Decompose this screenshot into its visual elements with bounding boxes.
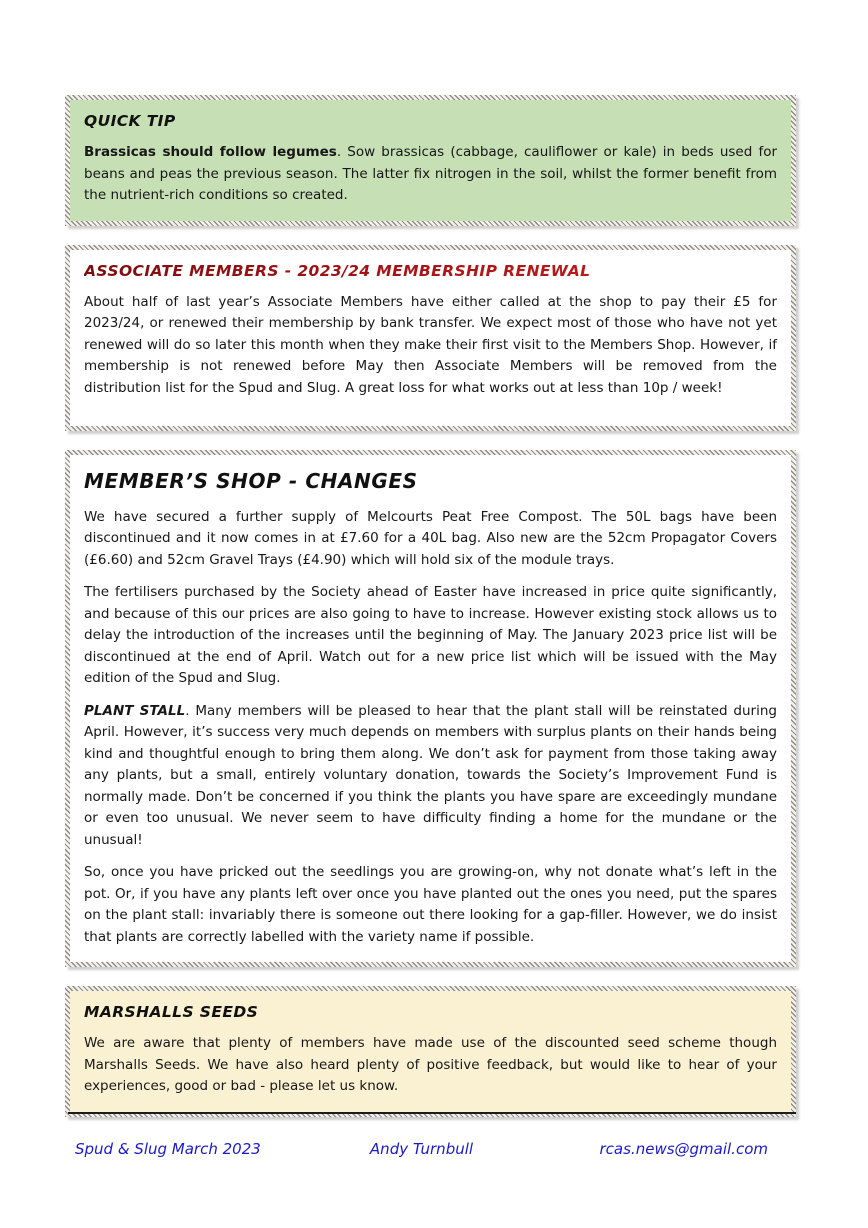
associate-members-paragraph: About half of last year’s Associate Members have either called at the shop to pay their £5 for 2023/24, or renewed their membership by bank transfer. We expect most of those who have not yet renewed will do so later this month when they make their first visit to the Members Shop. However, if membership is not renewed before May then Associate Members will be removed from the distribution list for the Spud and Slug. A great loss for what works out at less than 10p / week!	[84, 293, 777, 396]
plant-stall-body: . Many members will be pleased to hear that the plant stall will be reinstated during April. However, it’s success very much depends on members with surplus plants on their hands being kind and thoughtful enough to bring them along. We don’t ask for payment from those taking away any plants, but a small, entirely voluntary donation, towards the Society’s Improvement Fund is normally made. Don’t be concerned if you think the plants you have spare are exceedingly mundane or even too unusual. We never seem to have difficulty finding a home for the mundane or the unusual!	[84, 702, 777, 848]
content-column	[65, 95, 796, 1117]
members-shop-paragraph-3	[84, 701, 777, 852]
associate-members-heading: ASSOCIATE MEMBERS - 2023/24 MEMBERSHIP RENEWAL	[84, 262, 777, 280]
footer-author: Andy Turnbull	[369, 1140, 474, 1158]
quick-tip-box	[65, 95, 796, 226]
members-shop-paragraph-4: So, once you have pricked out the seedlings you are growing-on, why not donate what’s left in the pot. Or, if you have any plants left over once you have planted out the ones you need, put the spares on the plant stall: invariably there is someone out there looking for a gap-filler. However, we do insist that plants are correctly labelled with the variety name if possible.	[84, 864, 777, 945]
plant-stall-lead: PLANT STALL	[84, 702, 186, 719]
footer-issue: Spud & Slug March 2023	[75, 1140, 261, 1158]
page-footer	[65, 1112, 796, 1158]
footer-email: rcas.news@gmail.com	[599, 1140, 768, 1158]
members-shop-paragraph-1: We have secured a further supply of Melcourts Peat Free Compost. The 50L bags have been discontinued and it now comes in at £7.60 for a 40L bag. Also new are the 52cm Propagator Covers (£6.60) and 52cm Gravel Trays (£4.90) which will hold six of the module trays.	[84, 508, 777, 568]
quick-tip-lead: Brassicas should follow legumes	[84, 144, 337, 160]
quick-tip-paragraph	[84, 142, 777, 207]
members-shop-heading: MEMBER’S SHOP - CHANGES	[84, 468, 418, 493]
marshalls-seeds-heading: MARSHALLS SEEDS	[84, 1003, 259, 1021]
associate-members-box	[65, 245, 796, 431]
quick-tip-heading: QUICK TIP	[84, 112, 176, 130]
marshalls-seeds-paragraph: We are aware that plenty of members have made use of the discounted seed scheme though Marshalls Seeds. We have also heard plenty of positive feedback, but would like to hear of your experiences, good or bad - please let us know.	[84, 1035, 777, 1094]
footer-rule	[68, 1112, 796, 1114]
footer-row	[65, 1140, 796, 1158]
members-shop-paragraph-2: The fertilisers purchased by the Society ahead of Easter have increased in price quite significantly, and because of this our prices are also going to have to increase. However existing stock allows us to delay the introduction of the increases until the beginning of May. The January 2023 price list will be discontinued at the end of April. Watch out for a new price list which will be issued with the May edition of the Spud and Slug.	[84, 584, 777, 686]
members-shop-box	[65, 450, 796, 968]
quick-tip-body: . Sow brassicas (cabbage, cauliflower or kale) in beds used for beans and peas the previous season. The latter fix nitrogen in the soil, whilst the former benefit from the nutrient-rich conditions so created.	[84, 144, 778, 203]
marshalls-seeds-box	[65, 986, 796, 1117]
